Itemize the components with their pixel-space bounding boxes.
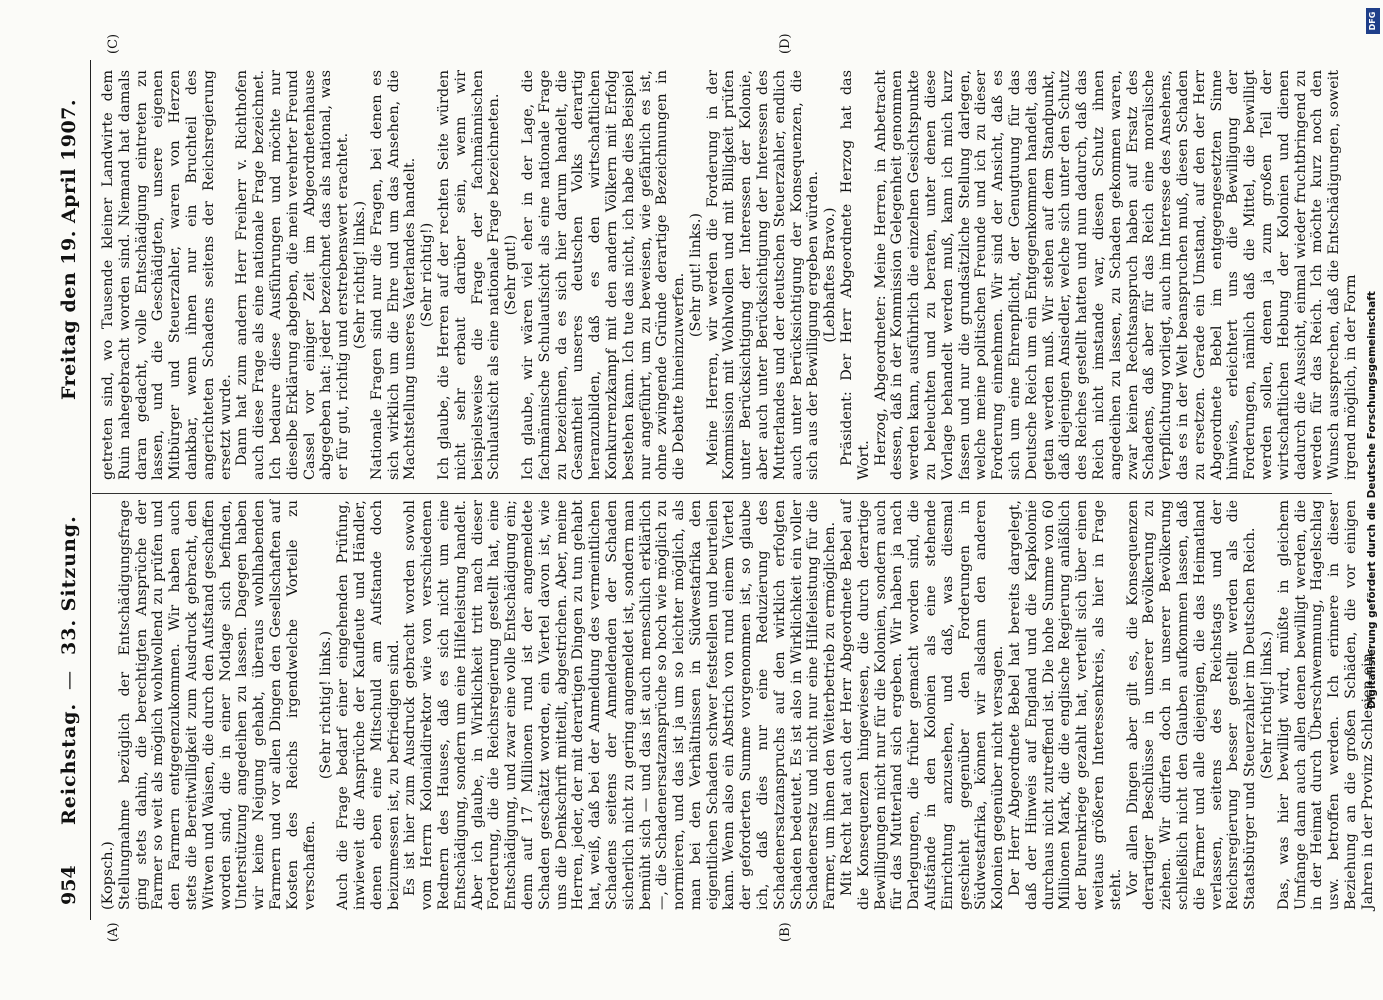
paragraph: Mit Recht hat auch der Herr Abgeordnete Bebel auf die Konsequenzen hingewiesen, die durch derartige Bewilligungen nicht nur für die Kolonien, sondern auch für das Mutterland sich ergeben. Wir haben ja nach Darlegungen, die früher gemacht worden sind, die Aufstände in den Kolonien als eine stehende Einrichtung anzusehen, und daß, was diesmal geschieht gegenüber den Forderungen in Südwestafrika, können wir alsdann den anderen Kolonien gegenüber nicht versagen. <box>839 500 1007 910</box>
paragraph: Ich glaube, die Herren auf der rechten Seite würden nicht sehr erbaut darüber sein, wenn wir beispielsweise die Frage der fachmännischen Schulaufsicht als eine nationale Frage bezeichneten. <box>435 70 503 480</box>
digitization-credit <box>1366 10 1378 990</box>
dfg-logo-text: DFG <box>1368 11 1377 31</box>
paragraph: Der Herr Abgeordnete Bebel hat bereits dargelegt, daß der Hinweis auf England und die Kapkolonie durchaus nicht zutreffend ist. Die hohe Summe von 60 Millionen Mark, die die englische Regierung anläßlich der Burenkriege gezahlt hat, verteilt sich über einen weitaus größeren Interessenkreis, als hier in Frage steht. <box>1007 500 1124 910</box>
paragraph: (Sehr richtig! links.) <box>1258 630 1275 780</box>
paragraph: Vor allen Dingen aber gilt es, die Konsequenzen derartiger Beschlüsse in unserer Bevölkerung zu ziehen. Wir dürfen doch in unserer Bevölkerung schließlich nicht den Glauben aufkommen lassen, daß die Farmer und alle diejenigen, die das Heimatland verlassen, seitens des Reichstags und der Reichsregierung besser gestellt werden als die Staatsbürger und Steuerzahler im Deutschen Reich. <box>1124 500 1259 910</box>
paragraph: (Lebhaftes Bravo.) <box>822 207 839 343</box>
paragraph: Meine Herren, wir werden die Forderung in der Kommission mit Wohlwollen und mit Billigkeit prüfen unter Berücksichtigung der Interessen der Kolonie, aber auch unter Berücksichtigung der Interessen des Mutterlandes und der deutschen Steuerzahler, endlich auch unter Berücksichtigung der Konsequenzen, die sich aus der Bewilligung ergeben würden. <box>704 70 822 480</box>
digitization-credit-text: Digitalisierung gefördert durch die Deutsche Forschungsgemeinschaft <box>1366 291 1378 709</box>
header-rule <box>90 60 91 920</box>
header-session: 33. Sitzung. <box>58 515 80 655</box>
paragraph: (Sehr richtig! links.) <box>351 200 368 350</box>
paragraph: Präsident: Der Herr Abgeordnete Herzog hat das Wort. <box>839 70 872 480</box>
paragraph: (Sehr richtig!) <box>419 222 436 328</box>
column-separator <box>92 493 1332 494</box>
paragraph: Dann hat zum andern Herr Freiherr v. Richthofen auch diese Frage als eine nationale Frage bezeichnet. Ich bedaure diese Ausführungen und möchte nur dieselbe Erklärung abgeben, die mein verehrter Freund Cassel vor einiger Zeit im Abgeordnetenhause abgegeben hat: jeder bezeichnet das als national, was er für gut, richtig und erstrebenswert erachtet. <box>234 70 352 480</box>
paragraph: Stellungnahme bezüglich der Entschädigungsfrage ging stets dahin, die berechtigten Ansprüche der Farmer so weit als möglich wohlwollend zu prüfen und den Farmern entgegenzukommen. Wir haben auch stets die Bereitwilligkeit zum Ausdruck gebracht, den Witwen und Waisen, die durch den Aufstand geschaffen worden sind, die in einer Notlage sich befinden, Unterstützung angedeihen zu lassen. Dagegen haben wir keine Neigung gehabt, überaus wohlhabenden Farmern und vor allen Dingen den Gesellschaften auf Kosten des Reichs irgendwelche Vorteile zu verschaffen. <box>116 500 318 910</box>
page-number: 954 <box>58 865 80 905</box>
paragraph: Das, was hier bewilligt wird, müßte in gleichem Umfange dann auch allen denen bewilligt werden, die in der Heimat durch Überschwemmung, Hagelschlag usw. betroffen werden. Ich erinnere in dieser Beziehung an die großen Schäden, die vor einigen Jahren in der Provinz Schlesien ein- <box>1275 500 1376 910</box>
paragraph: Herzog, Abgeordneter: Meine Herren, in Anbetracht dessen, daß in der Kommission Gelegenheit genommen werden kann, ausführlich die einzelnen Gesichtspunkte zu beleuchten und zu beraten, unter denen diese Vorlage behandelt werden muß, kann ich mich kurz fassen und nur die grundsätzliche Stellung darlegen, welche meine politischen Freunde und ich zu dieser Forderung einnehmen. Wir sind der Ansicht, daß es sich um eine Ehrenpflicht, der Genugtuung für das Deutsche Reich um ein Entgegenkommen handelt, das getan werden muß. Wir stehen auf dem Standpunkt, daß diejenigen Ansiedler, welche sich unter den Schutz des Reiches gestellt hatten und nun dadurch, daß das Reich nicht imstande war, diesen Schutz ihnen angedeihen zu lassen, zu Schaden gekommen waren, zwar keinen Rechtsanspruch haben auf Ersatz des Schadens, daß aber für das Reich eine moralische Verpflichtung vorliegt, auch im Interesse des Ansehens, das es in der Welt beanspruchen muß, diesen Schaden zu ersetzen. Gerade ein Umstand, auf den der Herr Abgeordnete Bebel im entgegengesetzten Sinne hinwies, erleichtert uns die Bewilligung der Forderungen, nämlich daß die Mittel, die bewilligt werden sollen, denen ja zum großen Teil der wirtschaftlichen Hebung der Kolonien und dienen dadurch die Aussicht, einmal wieder fruchtbringend zu werden für das Reich. Ich möchte kurz noch den Wunsch aussprechen, daß die Entschädigungen, soweit irgend möglich, in der Form <box>872 70 1359 480</box>
paragraph: Nationale Fragen sind nur die Fragen, bei denen es sich wirklich um die Ehre und um das Ansehen, die Machtstellung unseres Vaterlandes handelt. <box>368 70 419 480</box>
left-text-column <box>100 500 1377 910</box>
paragraph: (Kopsch.) <box>100 841 116 910</box>
margin-mark-b: (B) <box>778 922 793 942</box>
paragraph: (Sehr richtig! links.) <box>318 630 335 780</box>
paragraph: Es ist hier zum Ausdruck gebracht worden sowohl vom Herrn Kolonialdirektor wie von verschiedenen Rednern des Hauses, daß es sich nicht um eine Entschädigung, sondern um eine Hilfeleistung handelt. Aber ich glaube, in Wirklichkeit tritt nach dieser Forderung, die die Reichsregierung gestellt hat, eine Entschädigung, und zwar eine volle Entschädigung ein; denn auf 17 Millionen rund ist der angemeldete Schaden geschätzt worden, ein Viertel davon ist, wie uns die Denkschrift mitteilt, abgestrichen. Aber, meine Herren, jeder, der mit derartigen Dingen zu tun gehabt hat, weiß, daß bei der Anmeldung des vermeintlichen Schadens seitens der Anmeldenden der Schaden sicherlich nicht zu gering angemeldet ist, sondern man bemüht sich — und das ist auch menschlich erklärlich —, die Schadenersatzansprüche so hoch wie möglich zu normieren, und das ist ja um so leichter möglich, als man bei den Verhältnissen in Südwestafrika den eigentlichen Schaden schwer feststellen und beurteilen kann. Wenn also ein Abstrich von rund einem Viertel der geforderten Summe vorgenommen ist, so glaube ich, daß dies nur eine Reduzierung des Schadenersatzanspruchs auf den wirklich erfolgten Schaden bedeutet. Es ist also in Wirklichkeit ein voller Schadenersatz und nicht nur eine Hilfeleistung für die Farmer, um ihnen den Weiterbetrieb zu ermöglichen. <box>402 500 839 910</box>
page-header <box>58 0 88 1000</box>
margin-mark-d: (D) <box>778 33 793 54</box>
header-date: Freitag den 19. April 1907. <box>58 98 80 400</box>
margin-mark-a: (A) <box>106 922 121 942</box>
paragraph: (Sehr gut!) <box>503 234 520 316</box>
header-dash: — <box>58 671 80 690</box>
paragraph: Auch die Frage bedarf einer eingehenden Prüfung, inwieweit die Ansprüche der Kaufleute und Händler, denen eben eine Mitschuld am Aufstande doch beizumessen ist, zu befriedigen sind. <box>335 500 402 910</box>
dfg-logo <box>1366 8 1380 34</box>
margin-mark-c: (C) <box>106 33 121 54</box>
right-text-column <box>100 70 1360 480</box>
paragraph: getreten sind, wo Tausende kleiner Landwirte dem Ruin nahegebracht worden sind. Niemand hat damals daran gedacht, volle Entschädigung eintreten zu lassen, und die Geschädigten, unsere eigenen Mitbürger und Steuerzahler, waren von Herzen dankbar, wenn ihnen nur ein Bruchteil des angerichteten Schadens seitens der Reichsregierung ersetzt wurde. <box>100 70 234 480</box>
paragraph: Ich glaube, wir wären viel eher in der Lage, die fachmännische Schulaufsicht als eine nationale Frage zu bezeichnen, da es sich hier darum handelt, die Gesamtheit unseres deutschen Volks derartig heranzubilden, daß es den wirtschaftlichen Konkurrenzkampf mit den andern Völkern mit Erfolg bestehen kann. Ich tue das nicht, ich habe dies Beispiel nur angeführt, um zu beweisen, wie gefährlich es ist, ohne zwingende Gründe derartige Bezeichnungen in die Debatte hineinzuwerfen. <box>519 70 688 480</box>
header-title: Reichstag. <box>58 702 80 825</box>
paragraph: (Sehr gut! links.) <box>687 212 704 338</box>
